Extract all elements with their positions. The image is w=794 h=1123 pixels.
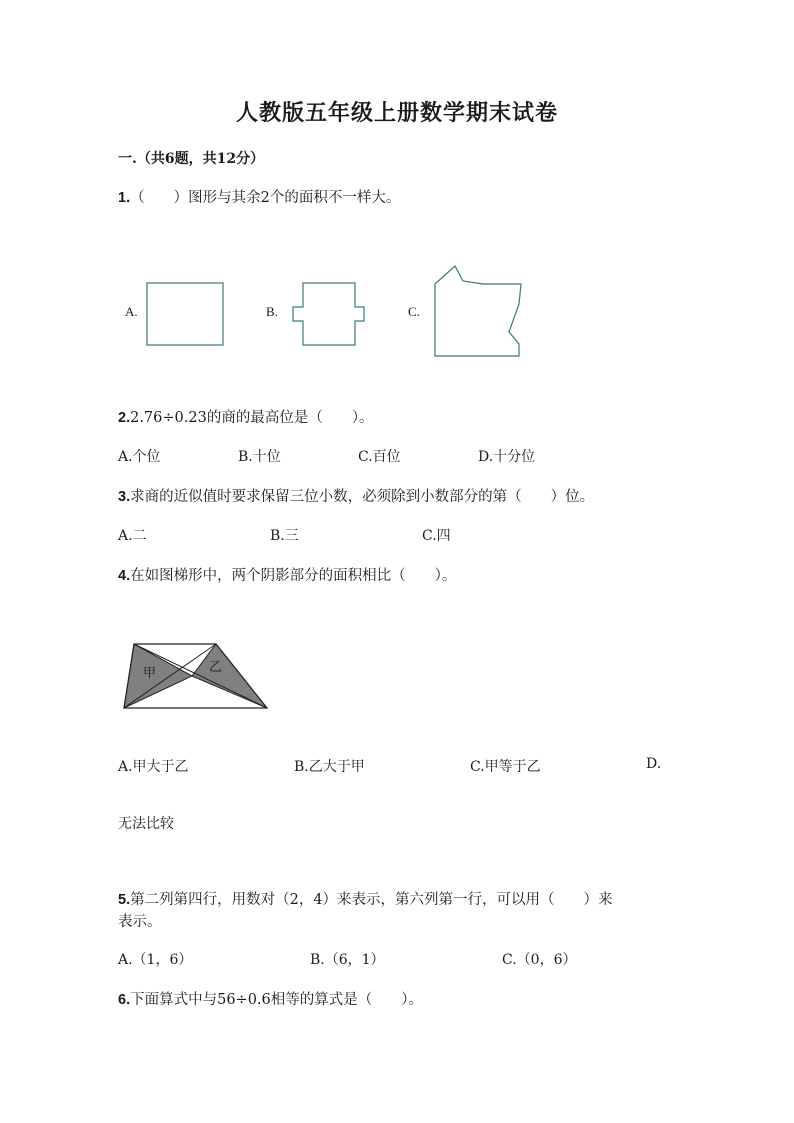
question-number: 1.: [118, 190, 131, 206]
q4-option-d-text[interactable]: 无法比较: [118, 816, 174, 832]
q1-figure-c: [433, 264, 525, 360]
question-2: [118, 406, 374, 427]
shade-jia: [124, 644, 192, 708]
q4-option-d[interactable]: D.: [646, 756, 662, 772]
page-title: 人教版五年级上册数学期末试卷: [235, 100, 558, 126]
q2-option-c[interactable]: C.百位: [358, 449, 401, 465]
q3-option-c[interactable]: C.四: [422, 528, 451, 544]
q2-option-d[interactable]: D.十分位: [478, 449, 536, 465]
question-4: [118, 564, 456, 585]
q4-option-a[interactable]: A.甲大于乙: [118, 759, 189, 775]
q4-option-b[interactable]: B.乙大于甲: [294, 759, 365, 775]
q1-label-c: C.: [408, 304, 420, 319]
question-1: [118, 186, 400, 207]
question-number: 5.: [118, 892, 131, 908]
q1-label-a: A.: [125, 304, 138, 319]
question-text: 求商的近似值时要求保留三位小数，必须除到小数部分的第（ ）位。: [130, 489, 595, 505]
question-5-line2: 表示。: [118, 914, 162, 930]
question-number: 3.: [118, 489, 131, 505]
question-text: 下面算式中与56÷0.6相等的算式是（ ）。: [130, 992, 424, 1008]
q1-figure-b: [290, 282, 370, 348]
q5-option-c[interactable]: C.（0，6）: [502, 952, 577, 968]
q4-option-c[interactable]: C.甲等于乙: [470, 759, 541, 775]
question-number: 6.: [118, 992, 131, 1008]
q5-option-a[interactable]: A.（1，6）: [118, 952, 193, 968]
q5-option-b[interactable]: B.（6，1）: [310, 952, 385, 968]
question-6: [118, 988, 423, 1009]
q3-option-a[interactable]: A.二: [118, 528, 147, 544]
q3-option-b[interactable]: B.三: [270, 528, 299, 544]
label-jia: 甲: [143, 666, 157, 681]
question-number: 2.: [118, 410, 131, 426]
q2-option-a[interactable]: A.个位: [118, 449, 161, 465]
q1-figure-a: [146, 282, 226, 348]
question-5: [118, 888, 613, 909]
question-text: （ ）图形与其余2个的面积不一样大。: [130, 190, 401, 206]
question-number: 4.: [118, 568, 131, 584]
question-text: 第二列第四行，用数对（2，4）来表示，第六列第一行，可以用（ ）来: [130, 892, 613, 908]
q1-label-b: B.: [266, 304, 278, 319]
q2-option-b[interactable]: B.十位: [238, 449, 281, 465]
question-text: 2.76÷0.23的商的最高位是（ ）。: [130, 410, 374, 426]
question-text: 在如图梯形中，两个阴影部分的面积相比（ ）。: [130, 568, 457, 584]
shade-yi: [192, 644, 267, 708]
section-heading: 一.（共6题，共12分）: [118, 151, 265, 167]
question-3: [118, 485, 594, 506]
label-yi: 乙: [209, 660, 223, 675]
